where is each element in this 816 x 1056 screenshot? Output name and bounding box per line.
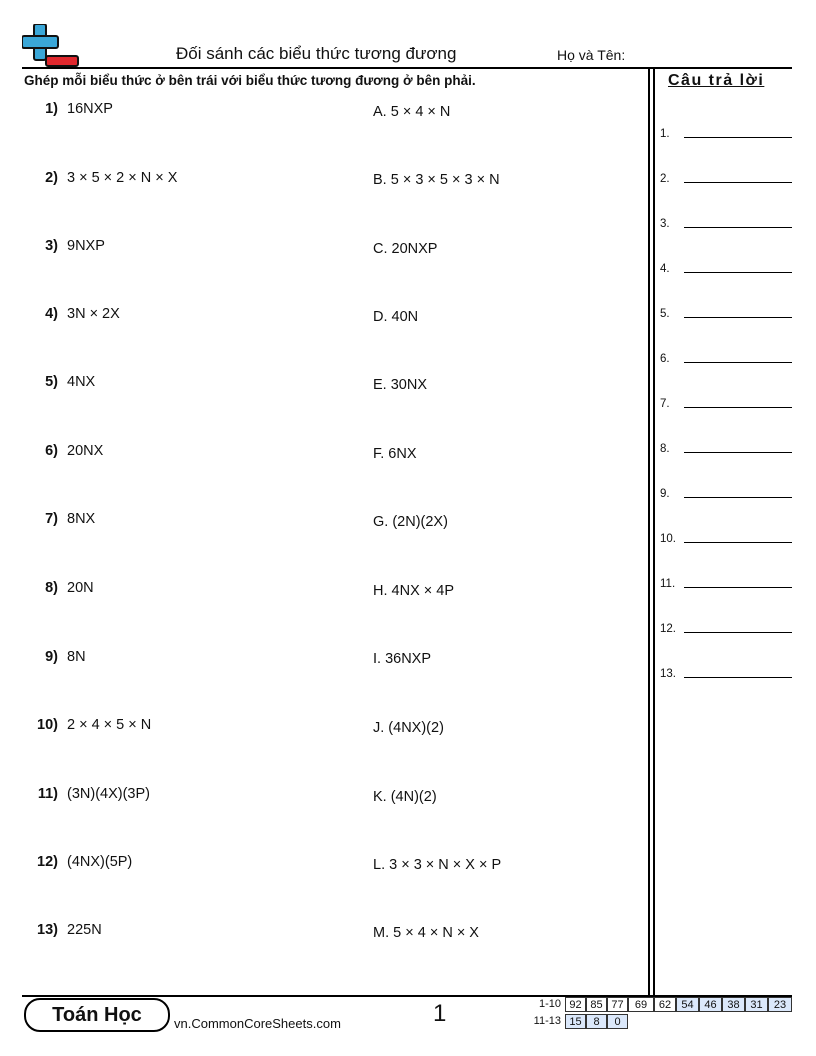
answer-label: 10.	[660, 533, 676, 545]
site-url: vn.CommonCoreSheets.com	[174, 1016, 341, 1031]
option-item: H. 4NX × 4P	[373, 583, 454, 599]
option-item: D. 40N	[373, 309, 419, 325]
score-cell: 85	[586, 997, 607, 1012]
option-item: A. 5 × 4 × N	[373, 104, 451, 120]
score-cell: 62	[654, 997, 676, 1012]
problem-number: 2)	[45, 170, 58, 186]
score-cell: 92	[565, 997, 586, 1012]
problem-expression: 20N	[67, 580, 94, 596]
answer-line[interactable]	[684, 137, 792, 138]
option-item: L. 3 × 3 × N × X × P	[373, 857, 502, 873]
answer-field[interactable]	[660, 480, 792, 500]
problem-number: 7)	[45, 511, 58, 527]
problem-expression: 20NX	[67, 443, 104, 459]
score-cell: 46	[699, 997, 722, 1012]
answer-field[interactable]	[660, 615, 792, 635]
problem-number: 8)	[45, 580, 58, 596]
answer-line[interactable]	[684, 317, 792, 318]
answer-line[interactable]	[684, 677, 792, 678]
problem-expression: 8NX	[67, 511, 96, 527]
answer-label: 13.	[660, 668, 676, 680]
problem-expression: (4NX)(5P)	[67, 854, 133, 870]
option-item: B. 5 × 3 × 5 × 3 × N	[373, 172, 500, 188]
problem-number: 4)	[45, 306, 58, 322]
answer-label: 2.	[660, 173, 670, 185]
score-cell: 0	[607, 1014, 628, 1029]
answer-line[interactable]	[684, 182, 792, 183]
option-item: G. (2N)(2X)	[373, 514, 448, 530]
answer-field[interactable]	[660, 165, 792, 185]
answer-line[interactable]	[684, 452, 792, 453]
problem-item	[24, 238, 105, 254]
answer-label: 12.	[660, 623, 676, 635]
answer-line[interactable]	[684, 227, 792, 228]
answer-field[interactable]	[660, 300, 792, 320]
answer-label: 3.	[660, 218, 670, 230]
problem-number: 11)	[37, 786, 58, 802]
problem-expression: 8N	[67, 649, 86, 665]
answer-label: 4.	[660, 263, 670, 275]
plus-minus-logo-icon	[22, 24, 80, 68]
problem-expression: 16NXP	[67, 101, 113, 117]
option-item: K. (4N)(2)	[373, 789, 437, 805]
problem-expression: 3N × 2X	[67, 306, 120, 322]
answer-label: 6.	[660, 353, 670, 365]
problem-number: 1)	[45, 101, 58, 117]
problem-item	[24, 101, 113, 117]
answer-line[interactable]	[684, 587, 792, 588]
instructions: Ghép mỗi biểu thức ở bên trái với biểu thức tương đương ở bên phải.	[24, 73, 476, 88]
answer-line[interactable]	[684, 272, 792, 273]
problem-item	[24, 374, 95, 390]
problem-item	[24, 922, 102, 938]
answer-field[interactable]	[660, 345, 792, 365]
column-divider	[653, 67, 655, 997]
answer-field[interactable]	[660, 435, 792, 455]
answer-field[interactable]	[660, 660, 792, 680]
problem-number: 9)	[45, 649, 58, 665]
option-item: I. 36NXP	[373, 651, 432, 667]
answer-line[interactable]	[684, 362, 792, 363]
score-cell: 23	[768, 997, 792, 1012]
score-cell: 38	[722, 997, 745, 1012]
problem-item	[24, 443, 103, 459]
score-cell: 8	[586, 1014, 607, 1029]
problem-item	[24, 306, 120, 322]
problem-item	[24, 717, 151, 733]
answer-field[interactable]	[660, 255, 792, 275]
problem-expression: (3N)(4X)(3P)	[67, 786, 150, 802]
score-row-label: 11-13	[533, 1015, 561, 1027]
problem-number: 5)	[45, 374, 58, 390]
name-field-label: Họ và Tên:	[557, 47, 626, 63]
option-item: M. 5 × 4 × N × X	[373, 925, 479, 941]
problem-item	[24, 854, 132, 870]
answer-label: 1.	[660, 128, 670, 140]
problem-expression: 225N	[67, 922, 102, 938]
score-row-label: 1-10	[538, 998, 561, 1010]
option-item: C. 20NXP	[373, 241, 438, 257]
header-divider	[22, 67, 792, 69]
problem-number: 6)	[45, 443, 58, 459]
problem-number: 13)	[37, 922, 58, 938]
answers-heading: Câu trả lời	[668, 72, 765, 89]
answer-label: 11.	[660, 578, 676, 590]
page-title: Đối sánh các biểu thức tương đương	[176, 44, 457, 63]
option-item: F. 6NX	[373, 446, 417, 462]
answer-line[interactable]	[684, 407, 792, 408]
answer-label: 5.	[660, 308, 670, 320]
answer-field[interactable]	[660, 210, 792, 230]
answer-line[interactable]	[684, 542, 792, 543]
problem-number: 12)	[37, 854, 58, 870]
problem-item	[24, 170, 177, 186]
problem-number: 10)	[37, 717, 58, 733]
problem-number: 3)	[45, 238, 58, 254]
option-item: E. 30NX	[373, 377, 427, 393]
problem-item	[24, 511, 95, 527]
answer-field[interactable]	[660, 570, 792, 590]
answer-field[interactable]	[660, 120, 792, 140]
answer-field[interactable]	[660, 525, 792, 545]
answer-line[interactable]	[684, 497, 792, 498]
score-cell: 54	[676, 997, 699, 1012]
brand-badge: Toán Học	[24, 998, 170, 1032]
column-divider	[648, 67, 650, 997]
problem-expression: 9NXP	[67, 238, 105, 254]
answer-field[interactable]	[660, 390, 792, 410]
problem-item	[24, 786, 150, 802]
score-cell: 69	[628, 997, 654, 1012]
answer-label: 9.	[660, 488, 670, 500]
problem-expression: 2 × 4 × 5 × N	[67, 717, 152, 733]
answer-label: 7.	[660, 398, 670, 410]
problem-expression: 3 × 5 × 2 × N × X	[67, 170, 178, 186]
problem-expression: 4NX	[67, 374, 96, 390]
score-cell: 31	[745, 997, 768, 1012]
option-item: J. (4NX)(2)	[373, 720, 444, 736]
answer-label: 8.	[660, 443, 670, 455]
score-cell: 77	[607, 997, 628, 1012]
answer-line[interactable]	[684, 632, 792, 633]
page-number: 1	[433, 1000, 447, 1027]
problem-item	[24, 649, 86, 665]
score-cell: 15	[565, 1014, 586, 1029]
problem-item	[24, 580, 94, 596]
